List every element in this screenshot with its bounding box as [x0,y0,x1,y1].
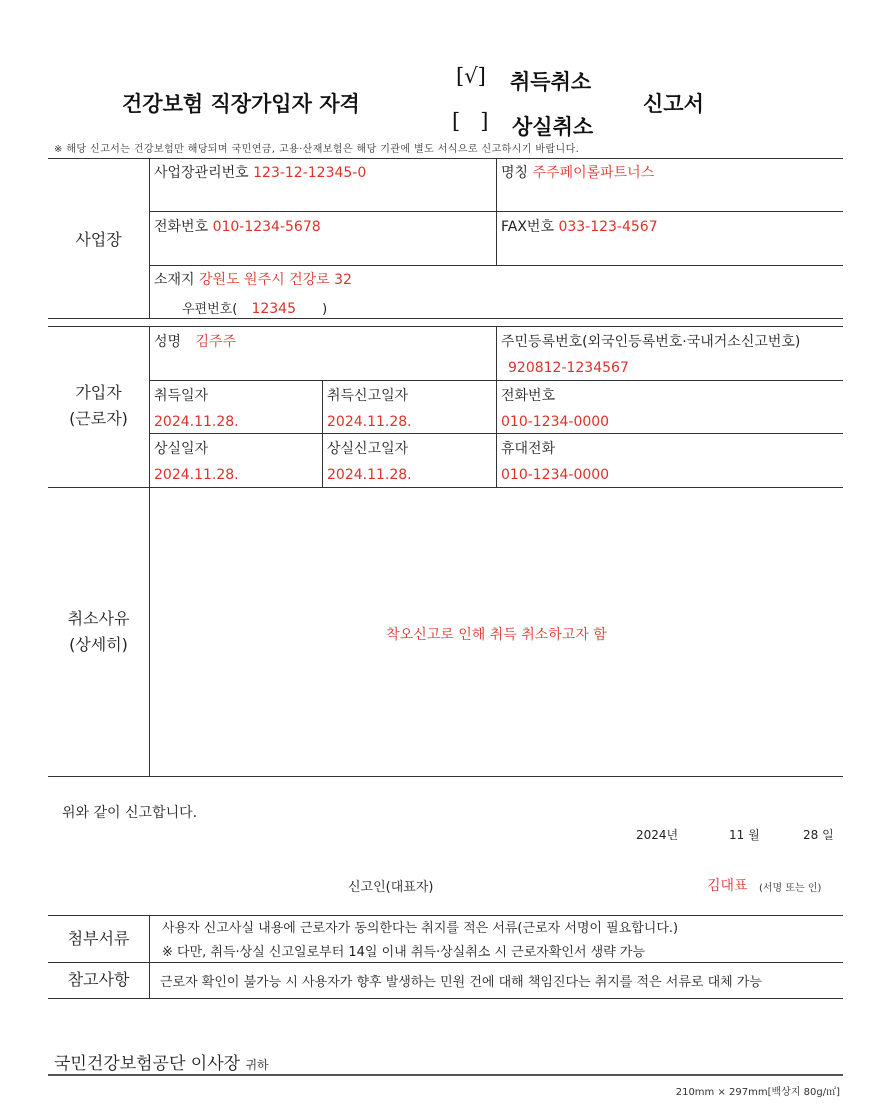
reason-section-line2: (상세히) [69,635,128,654]
member-phone-label: 전화번호 [501,388,556,404]
recipient-honorific: 귀하 [245,1058,269,1072]
reason-text[interactable]: 착오신고로 인해 취득 취소하고자 함 [386,627,607,643]
workplace-zip-field[interactable] [182,298,327,317]
reporter-name[interactable]: 김대표 [707,878,748,894]
workplace-name-field[interactable] [501,162,654,182]
declaration-year[interactable]: 2024년 [636,828,679,842]
table-border [48,487,843,488]
loss-report-label: 상실신고일자 [327,441,409,457]
table-border [48,318,843,319]
workplace-address-field[interactable] [154,269,352,289]
workplace-section-label: 사업장 [75,230,122,249]
reason-section-label [48,606,149,658]
declaration-day[interactable]: 28 일 [803,828,834,842]
acquisition-cancel-label: 취득취소 [510,70,592,94]
table-border [496,326,497,487]
member-mobile-value[interactable]: 010-1234-0000 [501,467,610,483]
table-border [48,326,843,327]
workplace-zip-close: ) [322,302,328,317]
workplace-mgmt-no-label: 사업장관리번호 [154,165,249,181]
table-border [48,962,843,963]
loss-date-label: 상실일자 [154,441,209,457]
workplace-fax-field[interactable] [501,216,658,236]
member-name-label: 성명 [154,334,182,350]
loss-date-value[interactable]: 2024.11.28. [154,467,239,483]
member-name-value: 김주주 [195,334,237,350]
acq-report-value[interactable]: 2024.11.28. [327,414,412,430]
member-id-label: 주민등록번호(외국인등록번호·국내거소신고번호) [501,334,801,350]
loss-report-value[interactable]: 2024.11.28. [327,467,412,483]
table-border [48,158,843,159]
recipient-name: 국민건강보험공단 이사장 [54,1054,241,1074]
acq-date-value[interactable]: 2024.11.28. [154,414,239,430]
workplace-phone-value: 010-1234-5678 [212,219,321,235]
table-border [496,158,497,265]
member-section-line2: (근로자) [69,409,128,428]
member-id-value[interactable]: 920812-1234567 [508,360,629,376]
reference-text: 근로자 확인이 불가능 시 사용자가 향후 발생하는 민원 건에 대해 책임진다는 취지를 적은 서류로 대체 가능 [160,975,762,990]
workplace-name-label: 명칭 [501,165,529,181]
acq-report-label: 취득신고일자 [327,388,409,404]
workplace-zip-value: 12345 [251,301,296,317]
reporter-label: 신고인(대표자) [348,880,434,895]
declaration-statement: 위와 같이 신고합니다. [62,805,198,821]
acquisition-cancel-checkbox[interactable]: [√] [456,64,486,88]
workplace-mgmt-no-field[interactable] [154,162,366,182]
recipient [54,1049,269,1074]
attachments-label: 첨부서류 [67,929,130,948]
workplace-name-value: 주주페이롤파트너스 [532,165,655,181]
acq-date-label: 취득일자 [154,388,209,404]
reason-section-line1: 취소사유 [67,609,130,628]
table-border [48,998,843,999]
workplace-phone-field[interactable] [154,216,321,236]
workplace-address-value: 강원도 원주시 건강로 32 [199,272,352,288]
workplace-mgmt-no-value: 123-12-12345-0 [253,165,367,181]
form-title-suffix: 신고서 [643,92,704,116]
member-phone-value[interactable]: 010-1234-0000 [501,414,610,430]
paper-spec: 210mm × 297mm[백상지 80g/㎡] [675,1087,840,1098]
table-border [322,380,323,487]
declaration-month[interactable]: 11 월 [729,828,760,842]
sign-note: (서명 또는 인) [759,883,822,894]
workplace-phone-label: 전화번호 [154,219,209,235]
table-border [149,326,150,776]
table-border [149,158,150,318]
footer-rule [48,1074,843,1076]
workplace-zip-label: 우편번호( [182,302,238,317]
reference-label: 참고사항 [67,970,130,989]
loss-cancel-checkbox[interactable]: [ ] [452,109,489,133]
member-section-label [48,380,149,432]
workplace-fax-label: FAX번호 [501,219,554,235]
member-section-line1: 가입자 [75,383,122,402]
workplace-address-label: 소재지 [154,272,195,288]
attachments-line1: 사용자 신고사실 내용에 근로자가 동의한다는 취지를 적은 서류(근로자 서명이 필요합니다.) [162,921,679,936]
attachments-line2: ※ 다만, 취득·상실 신고일로부터 14일 이내 취득·상실취소 시 근로자확인서 생략 가능 [162,945,646,960]
member-name-field[interactable] [154,331,236,351]
table-border [150,265,843,266]
loss-cancel-label: 상실취소 [512,115,594,139]
table-border [48,915,843,916]
workplace-fax-value: 033-123-4567 [558,219,658,235]
table-border [149,915,150,998]
table-border [48,776,843,777]
form-title: 건강보험 직장가입자 자격 [122,92,360,116]
notice-text: ※ 해당 신고서는 건강보험만 해당되며 국민연금, 고용·산재보험은 해당 기관에 별도 서식으로 신고하시기 바랍니다. [54,144,580,155]
member-mobile-label: 휴대전화 [501,441,556,457]
